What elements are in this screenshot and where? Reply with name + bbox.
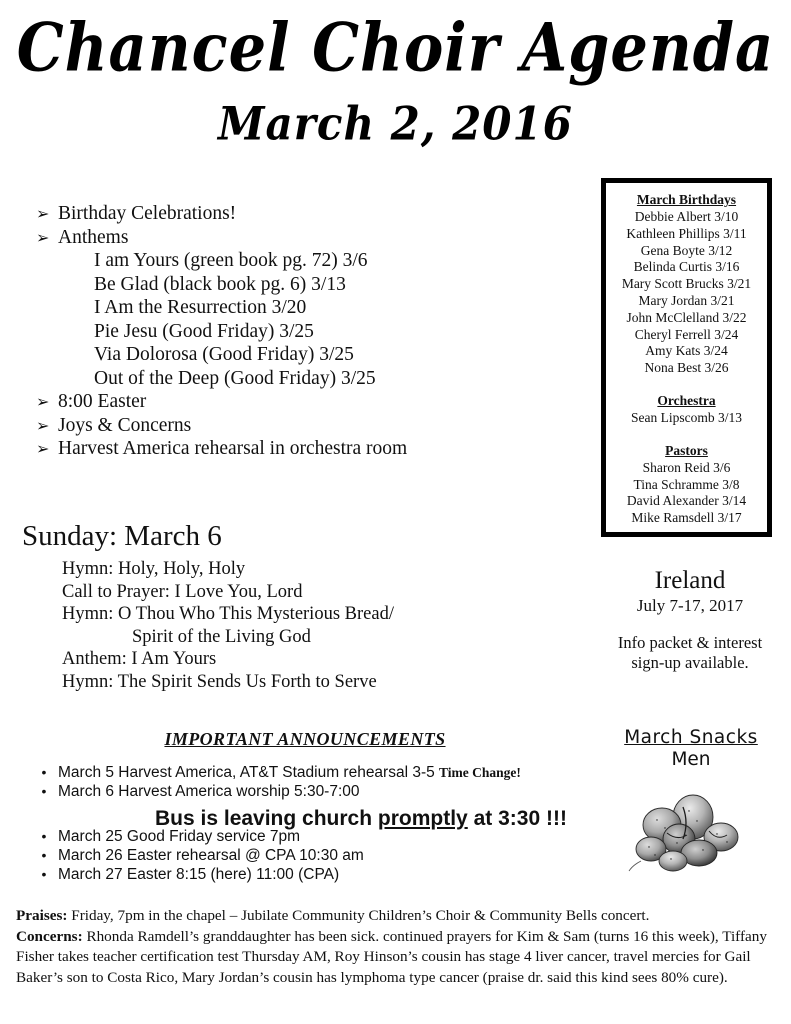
announcement-text (58, 763, 521, 782)
birthday-entry: Cheryl Ferrell 3/24 (634, 326, 739, 342)
anthem-item: Out of the Deep (Good Friday) 3/25 (94, 367, 376, 389)
service-line: Hymn: O Thou Who This Mysterious Bread/ (62, 604, 394, 624)
bus-notice-underlined-word: promptly (377, 807, 468, 830)
bus-notice-prefix: Bus is leaving church (155, 807, 378, 830)
concerns-text: Rhonda Ramdell’s granddaughter has been sick. continued prayers for Kim & Sam (turns 16 this week), Tiffany Fisher takes teacher certification test Thursday AM, Roy Hinson’s cousin has stage 4 liver cancer, travel mercies for Gail Baker’s son to Costa Rico, Mary Jordan’s cousin has lymphoma type cancer (praise dr. said this kind sees 80% cure). (16, 927, 767, 986)
ireland-title: Ireland (654, 567, 726, 594)
agenda-item-joys-concerns (36, 414, 556, 438)
page-title: Chancel Choir Agenda (16, 8, 775, 87)
agenda-item-label: 8:00 Easter (58, 391, 147, 412)
birthday-entry: Gena Boyte 3/12 (640, 242, 733, 258)
birthday-entry: Belinda Curtis 3/16 (633, 259, 740, 275)
birthday-entry: Debbie Albert 3/10 (634, 209, 739, 224)
birthdays-box (601, 178, 772, 537)
announcement-text: March 26 Easter rehearsal @ CPA 10:30 am (58, 847, 364, 864)
concerns-label: Concerns: (16, 927, 83, 945)
pastor-entry: Sharon Reid 3/6 (642, 459, 731, 475)
service-line-continuation: Spirit of the Living God (132, 626, 311, 647)
bus-notice-suffix: at 3:30 !!! (467, 807, 567, 830)
section-spacer (610, 427, 763, 442)
announcement-text: March 6 Harvest America worship 5:30-7:00 (58, 783, 360, 800)
dot-bullet-icon: • (41, 828, 47, 844)
pastors-heading: Pastors (665, 442, 708, 458)
arrow-bullet-icon: ➢ (36, 204, 50, 223)
announcement-item-march-27 (30, 865, 605, 884)
agenda-item-birthday-celebrations (36, 202, 556, 226)
anthem-item: I am Yours (green book pg. 72) 3/6 (94, 250, 368, 271)
snack-nuts-illustration-icon (621, 787, 761, 879)
agenda-list (36, 202, 556, 461)
birthday-entry: Kathleen Phillips 3/11 (626, 225, 747, 241)
announcement-item-march-6 (30, 782, 605, 801)
dot-bullet-icon: • (41, 866, 47, 882)
agenda-item-label: Anthems (58, 226, 129, 248)
snacks-title: March Snacks (624, 727, 758, 748)
ireland-note (590, 633, 790, 673)
service-line: Call to Prayer: I Love You, Lord (62, 581, 303, 602)
ireland-note-line-1: Info packet & interest (617, 633, 763, 652)
time-change-badge: Time Change! (439, 765, 521, 780)
agenda-item-anthems (36, 226, 556, 250)
birthday-entry: Mary Scott Brucks 3/21 (621, 276, 752, 292)
pastor-entry: David Alexander 3/14 (626, 493, 747, 509)
dot-bullet-icon: • (41, 764, 47, 780)
agenda-item-label: Birthday Celebrations! (58, 203, 237, 224)
birthday-entry: Amy Kats 3/24 (645, 343, 728, 359)
birthday-entry: John McClelland 3/22 (626, 309, 747, 325)
arrow-bullet-icon: ➢ (36, 392, 50, 411)
ireland-dates: July 7-17, 2017 (636, 596, 744, 615)
birthday-entry: Mary Jordan 3/21 (638, 292, 735, 308)
dot-bullet-icon: • (41, 847, 47, 863)
service-line: Hymn: Holy, Holy, Holy (62, 559, 246, 579)
ireland-trip-section (590, 566, 790, 673)
service-line: Hymn: The Spirit Sends Us Forth to Serve (62, 671, 377, 692)
announcements-heading: IMPORTANT ANNOUNCEMENTS (164, 729, 446, 749)
sunday-service-heading: Sunday: March 6 (22, 520, 222, 552)
march-snacks-section (592, 727, 790, 883)
praises-line (16, 906, 778, 927)
service-line: Anthem: I Am Yours (62, 649, 217, 669)
sunday-service-order (62, 558, 582, 693)
orchestra-heading: Orchestra (657, 392, 716, 408)
anthem-item: Pie Jesu (Good Friday) 3/25 (94, 320, 314, 342)
announcement-item-march-5 (30, 763, 605, 782)
concerns-line (16, 927, 778, 989)
pastor-entry: Mike Ramsdell 3/17 (631, 510, 742, 526)
anthem-item: Be Glad (black book pg. 6) 3/13 (94, 273, 346, 295)
anthem-item: I Am the Resurrection 3/20 (94, 297, 307, 318)
praises-label: Praises: (16, 907, 68, 924)
announcement-item-march-26 (30, 846, 605, 865)
agenda-item-easter-service (36, 390, 556, 414)
praises-concerns-section (16, 906, 778, 988)
arrow-bullet-icon: ➢ (36, 227, 50, 247)
agenda-item-harvest-america-rehearsal (36, 437, 556, 461)
birthdays-box-content (606, 183, 767, 527)
announcement-text: March 27 Easter 8:15 (here) 11:00 (CPA) (58, 866, 340, 883)
arrow-bullet-icon: ➢ (36, 415, 50, 435)
section-spacer (610, 377, 763, 392)
agenda-item-label: Joys & Concerns (58, 414, 192, 436)
anthem-item: Via Dolorosa (Good Friday) 3/25 (94, 344, 354, 365)
praises-text: Friday, 7pm in the chapel – Jubilate Community Children’s Choir & Community Bells concert. (67, 907, 650, 924)
page-date: March 2, 2016 (218, 96, 573, 151)
announcement-main: March 5 Harvest America, AT&T Stadium rehearsal 3-5 (58, 764, 440, 781)
dot-bullet-icon: • (41, 783, 47, 799)
bus-departure-notice (155, 806, 567, 831)
march-birthdays-heading: March Birthdays (636, 192, 737, 207)
orchestra-entry: Sean Lipscomb 3/13 (631, 409, 742, 425)
ireland-note-line-2: sign-up available. (631, 653, 749, 672)
arrow-bullet-icon: ➢ (36, 439, 50, 458)
birthday-entry: Nona Best 3/26 (644, 360, 729, 376)
agenda-item-label: Harvest America rehearsal in orchestra room (58, 438, 408, 459)
announcement-text: March 25 Good Friday service 7pm (58, 828, 301, 845)
pastor-entry: Tina Schramme 3/8 (633, 476, 740, 492)
snacks-group: Men (671, 749, 711, 770)
